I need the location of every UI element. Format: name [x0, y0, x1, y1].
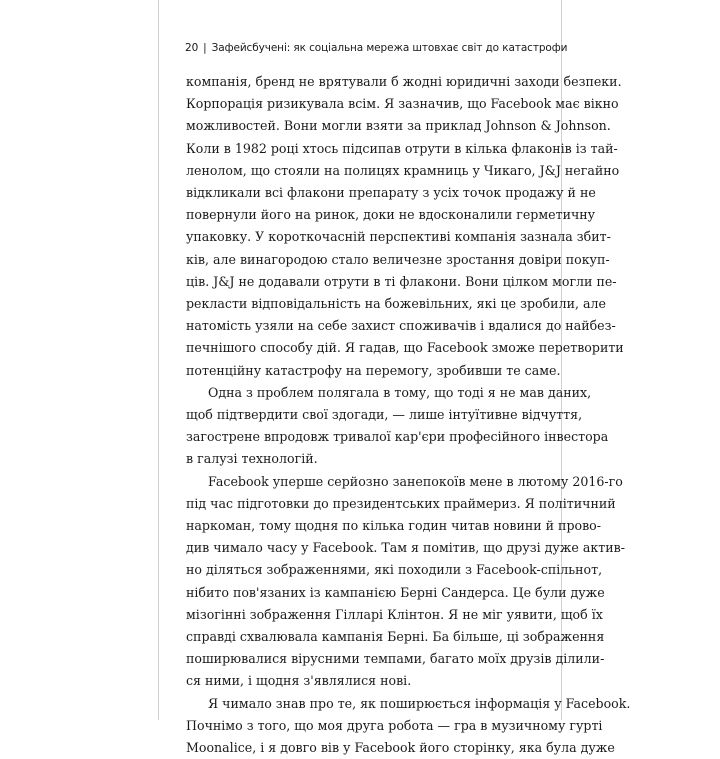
text-line: ленолом, що стояли на полицях крамниць у Чикаго, J&J негайно: [186, 162, 620, 178]
text-line: Корпорація ризикувала всім. Я зазначив, що Facebook має вікно: [186, 96, 619, 112]
text-line: натомість узяли на себе захист споживачів і вдалися до найбез-: [186, 318, 616, 334]
text-line: загострене впродовж тривалої кар'єри професійного інвестора: [186, 429, 609, 445]
text-line: печнішого способу дій. Я гадав, що Facebook зможе перетворити: [186, 340, 624, 356]
paragraph: [186, 693, 631, 759]
text-line: ців. J&J не додавали отрути в ті флакони. Вони цілком могли пе-: [186, 273, 617, 289]
text-line: Facebook уперше серйозно занепокоїв мене в лютому 2016-го: [208, 473, 623, 489]
body-text: [186, 71, 631, 759]
running-head: [185, 42, 568, 54]
page-number: 20: [185, 42, 199, 54]
text-line: Я чимало знав про те, як поширюється інформація у Facebook.: [208, 695, 631, 711]
text-line: можливостей. Вони могли взяти за приклад Johnson & Johnson.: [186, 118, 611, 134]
text-line: під час підготовки до президентських праймериз. Я політичний: [186, 495, 616, 511]
text-line: упаковку. У короткочасній перспективі компанія зазнала збит-: [186, 229, 611, 245]
paragraph: [186, 471, 625, 693]
text-line: Moonalice, і я довго вів у Facebook його сторінку, яка була дуже: [186, 740, 615, 756]
text-line: в галузі технологій.: [186, 451, 318, 467]
paragraph: [186, 382, 609, 471]
text-line: Одна з проблем полягала в тому, що тоді я не мав даних,: [208, 384, 592, 400]
text-line: мізогінні зображення Гілларі Клінтон. Я не міг уявити, щоб їх: [186, 606, 603, 622]
text-line: щоб підтвердити свої здогади, — лише інтуїтивне відчуття,: [186, 407, 583, 423]
text-line: наркоман, тому щодня по кілька годин читав новини й прово-: [186, 518, 602, 534]
running-title: Зафейсбучені: як соціальна мережа штовхає світ до катастрофи: [211, 42, 568, 54]
text-line: відкликали всі флакони препарату з усіх точок продажу й не: [186, 185, 596, 201]
text-line: Коли в 1982 році хтось підсипав отрути в кілька флаконів із тай-: [186, 140, 618, 156]
text-line: ся ними, і щодня з'являлися нові.: [186, 673, 412, 689]
paragraph: [186, 71, 624, 382]
text-line: нібито пов'язаних із кампанією Берні Сандерса. Це були дуже: [186, 584, 605, 600]
text-line: повернули його на ринок, доки не вдосконалили герметичну: [186, 207, 596, 223]
text-line: справді схвалювала кампанія Берні. Ба більше, ці зображення: [186, 629, 605, 645]
book-page: [158, 0, 631, 756]
text-line: поширювалися вірусними темпами, багато моїх друзів ділили-: [186, 651, 605, 667]
text-line: потенційну катастрофу на перемогу, зробивши те саме.: [186, 362, 561, 378]
text-line: но діляться зображеннями, які походили з Facebook-спільнот,: [186, 562, 603, 578]
text-line: компанія, бренд не врятували б жодні юридичні заходи безпеки.: [186, 74, 622, 89]
text-line: ків, але винагородою стало величезне зростання довіри покуп-: [186, 251, 610, 267]
header-separator: |: [203, 42, 207, 54]
text-line: рекласти відповідальність на божевільних, які це зробили, але: [186, 296, 606, 312]
text-line: див чимало часу у Facebook. Там я помітив, що друзі дуже актив-: [186, 540, 625, 556]
text-line: Почнімо з того, що моя друга робота — гра в музичному гурті: [186, 717, 603, 733]
